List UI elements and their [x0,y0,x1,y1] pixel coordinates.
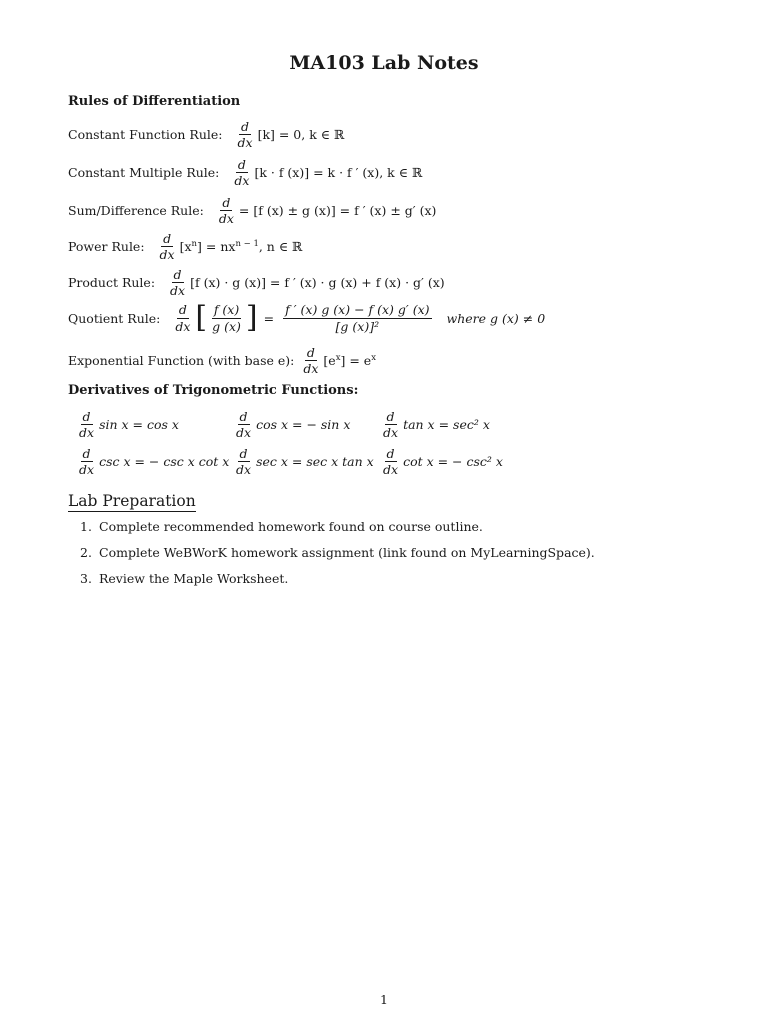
right-bracket: ] [245,300,258,335]
list-item: 1. Complete recommended homework found on course outline. [80,519,483,534]
rule-exponential [68,346,376,375]
trig-csc [74,447,229,476]
trig-expression: sin x = cos x [99,417,179,433]
rule-expression: [k · f (x)] = k · f ′ (x), k ∈ ℝ [254,165,423,181]
rule-constant [68,120,344,149]
trig-expression: tan x = sec² x [403,417,490,433]
rule-power [68,232,302,261]
derivative-operator: $\frac{d}{dx}$ [218,195,234,227]
trig-heading: Derivatives of Trigonometric Functions: [68,383,359,398]
trig-sin [74,410,179,439]
rule-multiple [68,158,422,187]
rule-label: Exponential Function (with base e): [68,353,295,369]
rule-expression: [k] = 0, k ∈ ℝ [257,127,345,143]
quotient-inner-fraction: $\frac{f (x)}{g (x)}$ [212,302,241,334]
rule-product [68,268,445,297]
list-item: 2. Complete WeBWorK homework assignment (link found on MyLearningSpace). [80,545,595,560]
derivative-operator: $\frac{d}{dx}$ [236,409,252,441]
list-item: 3. Review the Maple Worksheet. [80,571,289,586]
rule-expression: = [f (x) ± g (x)] = f ′ (x) ± g′ (x) [238,203,437,219]
derivative-operator: $\frac{d}{dx}$ [175,302,191,334]
rule-label: Constant Function Rule: [68,127,223,143]
rule-quotient [68,300,546,335]
rule-expression: $[x^n] = nx^{n - 1}$, n ∈ ℝ [179,239,303,255]
derivative-operator: $\frac{d}{dx}$ [159,231,175,263]
derivative-operator: $\frac{d}{dx}$ [237,119,253,151]
page-title: MA103 Lab Notes [289,52,479,74]
trig-cot [378,447,503,476]
derivative-operator: $\frac{d}{dx}$ [79,446,95,478]
derivative-operator: $\frac{d}{dx}$ [79,409,95,441]
trig-expression: sec x = sec x tan x [256,454,374,470]
trig-expression: csc x = − csc x cot x [99,454,230,470]
equals-sign: = [263,310,275,326]
trig-expression: cot x = − csc² x [403,454,503,470]
derivative-operator: $\frac{d}{dx}$ [303,345,319,377]
rule-expression: $[e^x] = e^x$ [323,353,376,369]
derivative-operator: $\frac{d}{dx}$ [234,157,250,189]
trig-expression: cos x = − sin x [256,417,351,433]
quotient-rhs-fraction: $\frac{f ' (x) g (x) - f (x) g' (x)}{\text{[g (x)]²}}$ [285,302,430,334]
rules-heading: Rules of Differentiation [68,94,241,109]
derivative-operator: $\frac{d}{dx}$ [383,409,399,441]
trig-cos [231,410,350,439]
derivative-operator: $\frac{d}{dx}$ [236,446,252,478]
rule-label: Power Rule: [68,239,145,255]
quotient-condition: where g (x) ≠ 0 [446,310,546,326]
lab-heading: Lab Preparation [68,492,196,510]
lab-list [80,519,595,597]
rule-label: Product Rule: [68,275,156,291]
trig-tan [378,410,490,439]
rule-label: Quotient Rule: [68,310,161,326]
rule-label: Constant Multiple Rule: [68,165,220,181]
derivative-operator: $\frac{d}{dx}$ [170,267,186,299]
rule-expression: [f (x) · g (x)] = f ′ (x) · g (x) + f (x) · g′ (x) [190,275,445,291]
rule-label: Sum/Difference Rule: [68,203,204,219]
trig-sec [231,447,374,476]
derivative-operator: $\frac{d}{dx}$ [383,446,399,478]
left-bracket: [ [195,300,208,335]
rule-sum [68,196,436,225]
page-number: 1 [380,992,388,1007]
